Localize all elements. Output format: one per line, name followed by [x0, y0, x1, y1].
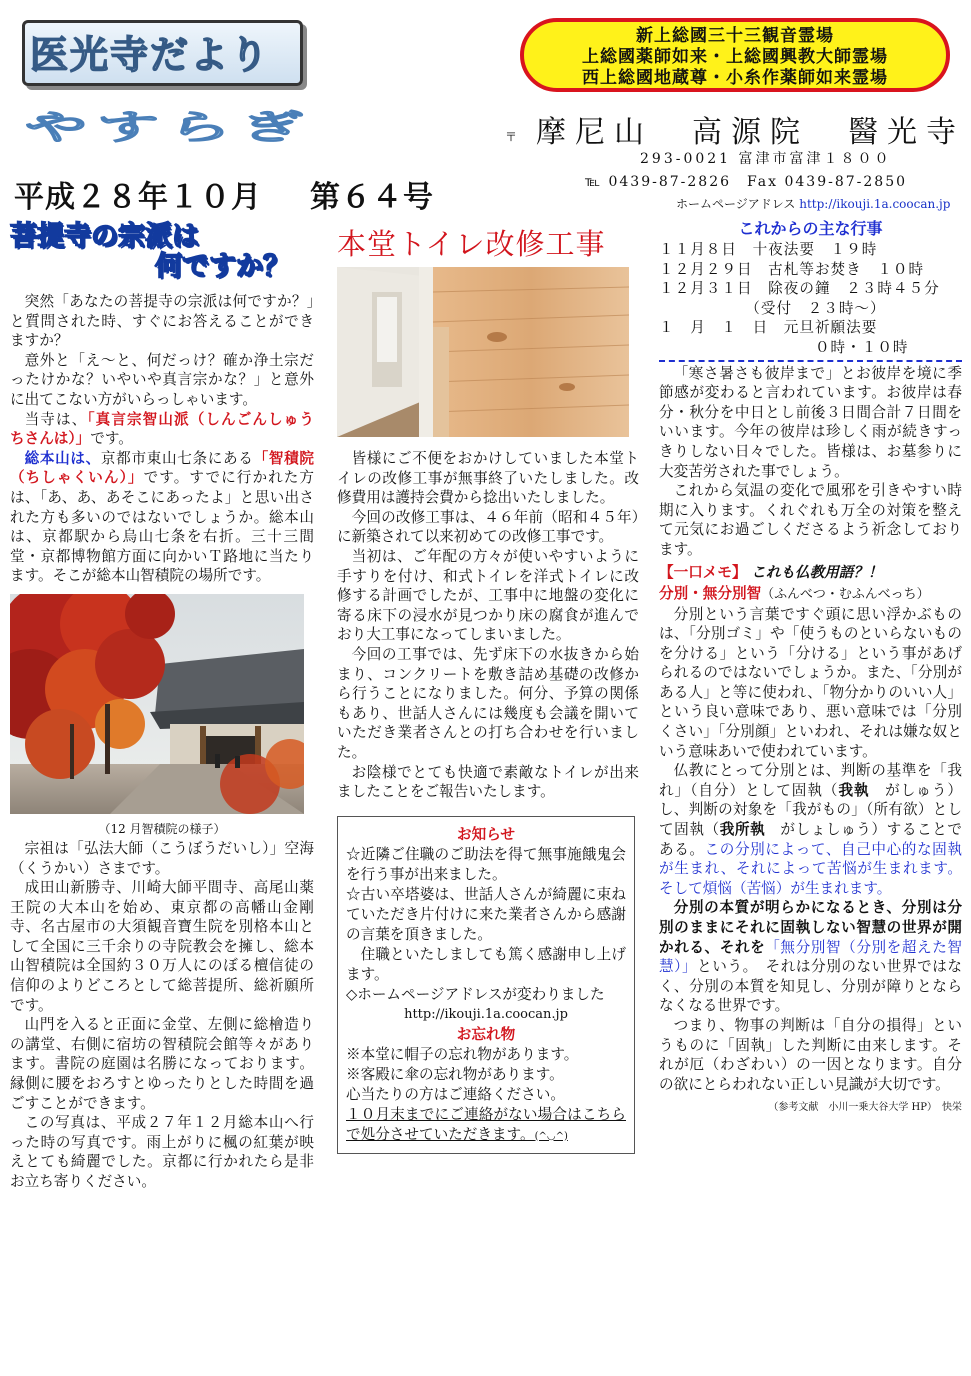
lost-item-2: ※客殿に傘の忘れ物があります。	[346, 1065, 564, 1083]
newsletter-title: 医光寺だより	[30, 33, 271, 77]
notice-item-4: ◇ホームページアドレスが変わりました	[346, 985, 605, 1003]
toilet-paragraph-3: 当初は、ご年配の方々が使いやすいように手すりを付け、和式トイレを洋式トイレに改修する計画でしたが、工事中に地盤の変化に寄る床下の浸水が見つかり床の腐食が進んでおり大工事になってしまいました。	[337, 547, 639, 644]
event-item-1: １１月８日 十夜法要 １９時	[659, 241, 878, 258]
column-events-memo	[659, 218, 962, 1113]
homepage-line	[676, 195, 950, 212]
event-item-3-note: （受付 ２３時～）	[659, 299, 886, 317]
notice-url-link[interactable]: http://ikouji.1a.coocan.jp	[404, 1006, 568, 1022]
toilet-paragraph-5: お陰様でとても快適で素敵なトイレが出来ましたことをご報告いたします。	[337, 763, 639, 801]
memo-paragraph-2: 仏教にとって分別とは、判断の基準を「我れ」（自分）として固執（我執 がしゅう）し、判断の対象を「我がもの」（所有欲）として固執（我所執 がしょしゅう）することである。この分別によって、自己中心的な固執が生まれ、それによって苦悩が生まれます。そして煩悩（苦悩）が生まれます。	[659, 762, 962, 897]
equinox-paragraph-2: これから気温の変化で風邪を引きやすい時期に入ります。くれぐれも万全の対策を整えて元気にお過ごしくださるよう祈念しております。	[659, 482, 962, 558]
event-item-4-time: ０時・１０時	[659, 338, 909, 356]
temple-address: 293-0021 富津市富津１８００	[640, 151, 892, 167]
lost-item-4: １０月末までにご連絡がない場合はこちらで処分させていただきます。(^◡^)	[346, 1105, 626, 1143]
memo-paragraph-4: つまり、物事の判断は「自分の損得」というものに「固執」した判断に由来します。それが厄（わざわい）の一因となります。自分の欲にとらわれない正しい見識が大切です。	[659, 1016, 962, 1093]
head-temple-highlight: 「智積院（ちしゃくいん）」	[10, 449, 314, 487]
postmark-icon: 〒	[505, 130, 518, 144]
banner-line-3: 西上総國地蔵尊・小糸作薬師如来霊場	[582, 68, 888, 88]
column-sect-article	[10, 221, 329, 1192]
memo-heading	[659, 562, 962, 583]
smile-icon: (^◡^)	[534, 1130, 568, 1142]
notice-heading: お知らせ	[457, 825, 515, 843]
notice-item-3: 住職といたしましても篤く感謝申し上げます。	[346, 945, 626, 983]
sect-paragraph-3: 当寺は、「真言宗智山派（しんごんしゅう ちさんは）」です。	[10, 410, 329, 448]
sect-paragraph-2: 意外と「え～と、何だっけ？確か浄土宗だったけかな？いやいや真言宗かな？」と意外に出てこない方がいらっしゃいます。	[10, 351, 314, 408]
issue-line	[14, 172, 434, 216]
toilet-heading: 本堂トイレ改修工事	[337, 227, 606, 261]
toilet-paragraph-2: 今回の改修工事は、４６年前（昭和４５年）に新築されて以来初めての改修工事です。	[337, 508, 639, 546]
lost-item-1: ※本堂に帽子の忘れ物があります。	[346, 1045, 579, 1063]
newsletter-subtitle: やすらぎ	[25, 107, 314, 148]
toilet-paragraph-1: 皆様にご不便をおかけしていました本堂トイレの改修工事が無事終了いたしました。改修費用は護持会費から捻出いたしました。	[337, 450, 639, 507]
column-toilet-article	[337, 222, 639, 1154]
homepage-link[interactable]: http://ikouji.1a.coocan.jp	[799, 197, 951, 211]
memo-title: これも仏教用語？！	[751, 563, 883, 581]
divider	[659, 360, 962, 362]
reference-footnote: （参考文献 小川一乗大谷大学 HP） 快栄	[768, 1102, 962, 1114]
sect-paragraph-6: 成田山新勝寺、川崎大師平間寺、高尾山薬王院の大本山を始め、東京都の高幡山金剛寺、名古屋市の大須観音寶生院を別格本山として全国に三千余りの寺院教会を擁し、総本山智積院は全国約３０万人にのぼる檀信徒の信仰のよりどころとして総菩提所、総祈願所です。	[10, 879, 314, 1014]
temple-name: 摩尼山 高源院 醫光寺	[536, 115, 965, 150]
memo-paragraph-3: 分別の本質が明らかになるとき、分別は分別のままにそれに固執しない智慧の世界が開かれる、それを「無分別智（分別を超えた智慧）」という。 それは分別のない世界ではなく、分別の本質を知見し、分別が障りとならなくなる世界です。	[659, 899, 963, 1015]
toilet-paragraph-4: 今回の工事では、先ず床下の水抜きから始まり、コンクリートを敷き詰め基礎の改修から行うことになりました。何分、予算の関係もあり、世話人さんには幾度も会議を開いていただき業者さんとの打ち合わせを行いました。	[337, 645, 639, 761]
memo-label: 【一口メモ】	[659, 563, 747, 581]
event-item-4: １ 月 １ 日 元旦祈願法要	[659, 319, 878, 337]
memo-paragraph-1: 分別という言葉ですぐ頭に思い浮かぶものは、「分別ゴミ」や「使うものといらないものを分ける」という「分ける」という事があげられるのではないでしょうか。また、「分別がある人」と等に使われ、「物分かりのいい人」という良い意味であり、悪い意味では「分別くさい」「分別顔」といわれ、それは嫌な奴という意味あいで使われています。	[659, 605, 962, 760]
sect-paragraph-4: 総本山は、京都市東山七条にある「智積院（ちしゃくいん）」です。すでに行かれた方は、「あ、あ、あそこにあったよ」と思い出された方も多いのではないでしょうか。総本山は、京都駅から烏山七条を右折。三十三間堂・京都博物館方面に向かいＴ路地に当たります。そこが総本山智積院の場所です。	[10, 449, 314, 585]
event-item-3: １２月３１日 除夜の鐘 ２３時４５分	[659, 280, 940, 298]
temple-phone: ℡ 0439-87-2826 Fax 0439-87-2850	[585, 174, 908, 190]
event-item-2: １２月２９日 古札等お焚き １０時	[659, 260, 925, 278]
sect-paragraph-1: 突然「あなたの菩提寺の宗派は何ですか？」と質問された時、すぐにお答えることができますか？	[10, 293, 314, 350]
homepage-label: ホームページアドレス	[676, 197, 796, 211]
equinox-paragraph-1: 「寒さ暑さも彼岸まで」とお彼岸を境に季節感が変わると言われています。お彼岸は春分・秋分を中日とし前後３日間合計７日間をいいます。今年の彼岸は珍しく雨が続きすっきりしない日々でした。皆様は、お墓参りに大変苦労された事でしょう。	[659, 364, 962, 480]
sect-heading-line1: 菩提寺の宗派は	[10, 221, 199, 252]
toilet-photo	[337, 267, 629, 437]
chishakuin-photo	[10, 594, 304, 814]
banner-line-2: 上総國薬師如来・上総國興教大師霊場	[582, 47, 888, 67]
events-heading: これからの主な行事	[738, 219, 883, 238]
memo-term: 分別・無分別智（ふんべつ・むふんべっち）	[659, 584, 930, 602]
notice-item-2: ☆古い卒塔婆は、世話人さんが綺麗に束ねていただき片付けに来た業者さんから感謝の言葉を頂きました。	[346, 885, 626, 943]
notice-box	[337, 816, 635, 1154]
lost-items-heading: お忘れ物	[456, 1025, 516, 1043]
banner-line-1: 新上総國三十三観音霊場	[636, 26, 834, 46]
notice-item-1: ☆近隣ご住職のご助法を得て無事施餓鬼会を行う事が出来ました。	[346, 845, 626, 883]
issue-number: 第６４号	[310, 180, 434, 215]
sect-heading-line2: 何ですか？	[155, 251, 290, 282]
pilgrimage-banner	[520, 18, 950, 92]
sect-name-highlight: 「真言宗智山派（しんごんしゅう ちさんは）」	[10, 410, 329, 448]
lost-item-3: 心当たりの方はご連絡ください。	[346, 1085, 565, 1103]
sect-paragraph-8: この写真は、平成２７年１２月総本山へ行った時の写真です。雨上がりに楓の紅葉が映えとても綺麗でした。京都に行かれたら是非お立ち寄りください。	[10, 1114, 314, 1190]
sect-heading	[10, 222, 314, 282]
sect-paragraph-7: 山門を入ると正面に金堂、左側に総檜造りの講堂、右側に宿坊の智積院会館等々があります。書院の庭園は名勝になっております。縁側に腰をおろすとゆったりとした時間を過ごすことができます。	[10, 1016, 314, 1112]
photo-caption: （12 月智積院の様子）	[98, 821, 226, 836]
issue-date: 平成２８年１０月	[14, 180, 262, 215]
sect-paragraph-5: 宗祖は「弘法大師（こうぼうだいし）」空海（くうかい）さまです。	[10, 839, 314, 877]
